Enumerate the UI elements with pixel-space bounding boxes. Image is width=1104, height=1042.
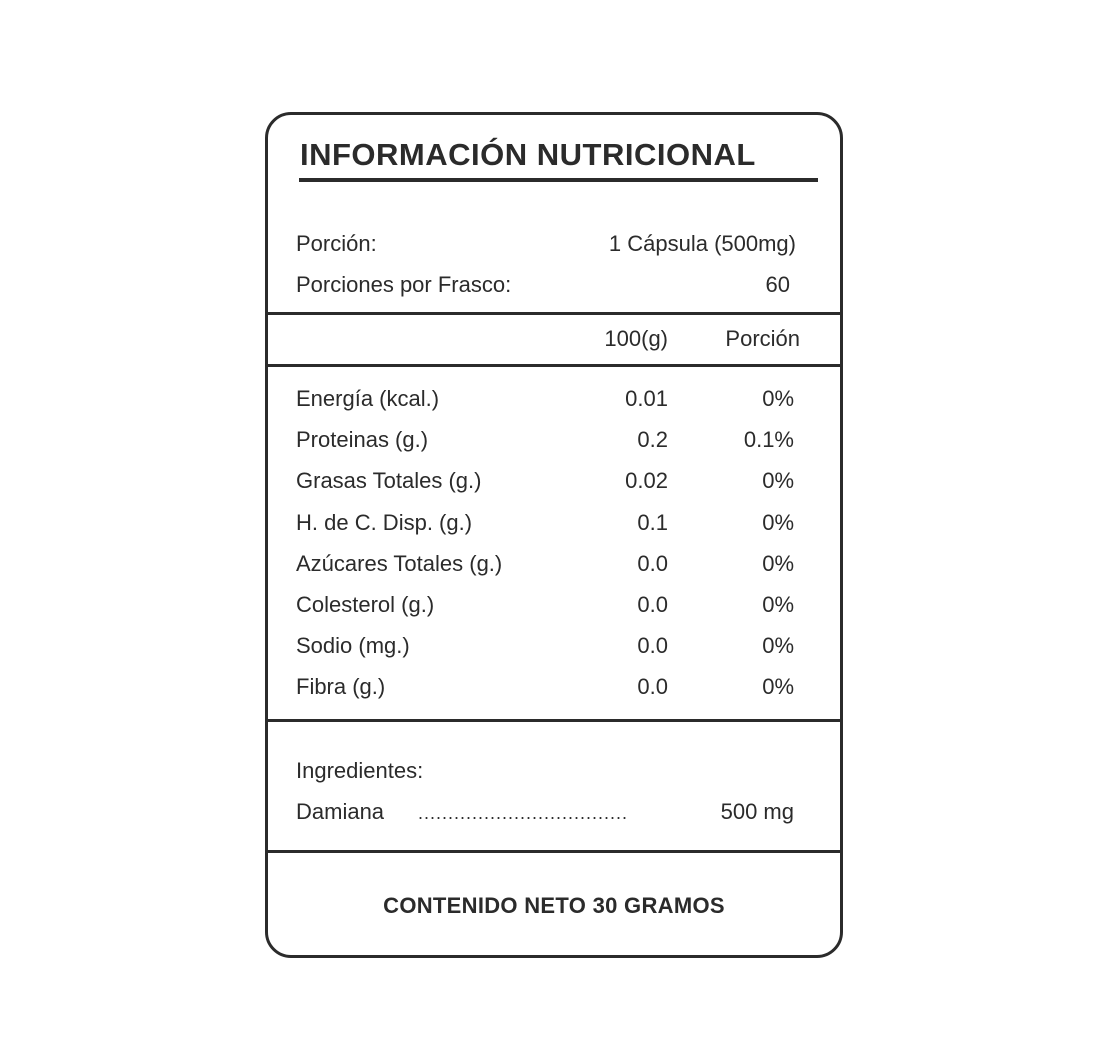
nutrient-per100-value: 0.0: [637, 674, 668, 700]
ingredient-leader-dots: ...................................: [418, 803, 629, 823]
column-header-per100: 100(g): [604, 326, 668, 351]
nutrient-portion-value: 0%: [762, 550, 794, 576]
nutrient-per100-value: 0.01: [625, 386, 668, 411]
nutrient-row: [268, 630, 840, 662]
nutrient-portion-value: 0%: [762, 386, 794, 411]
nutrient-row: [268, 671, 840, 703]
nutrient-portion-value: 0%: [762, 468, 794, 494]
serving-size-row: [268, 228, 840, 260]
nutrient-name: Sodio (mg.): [296, 633, 410, 659]
label-title: INFORMACIÓN NUTRICIONAL: [300, 137, 756, 172]
ingredients-heading: Ingredientes:: [296, 758, 424, 783]
nutrient-name: Colesterol (g.): [296, 592, 435, 617]
nutrient-portion-value: 0%: [762, 633, 794, 659]
nutrient-name: Grasas Totales (g.): [296, 468, 482, 494]
title-underline: [299, 178, 818, 182]
net-content: CONTENIDO NETO 30 GRAMOS: [383, 893, 725, 918]
ingredient-row: [268, 796, 840, 828]
divider: [268, 719, 840, 722]
column-header-row: [268, 323, 840, 355]
ingredient-amount: 500 mg: [720, 799, 794, 824]
nutrient-name: Azúcares Totales (g.): [296, 550, 503, 576]
nutrient-per100-value: 0.2: [637, 427, 668, 453]
nutrient-row: [268, 507, 840, 539]
serving-size-value: 1 Cápsula (500mg): [608, 231, 796, 256]
nutrition-label: [265, 112, 843, 958]
column-header-portion: Porción: [725, 326, 800, 351]
nutrient-per100-value: 0.0: [637, 550, 668, 576]
nutrient-per100-value: 0.1: [637, 509, 668, 535]
serving-size-label: Porción:: [296, 231, 377, 256]
nutrient-row: [268, 548, 840, 580]
ingredient-name: Damiana: [296, 799, 385, 824]
nutrient-per100-value: 0.0: [637, 592, 668, 617]
servings-per-container-value: 60: [765, 272, 790, 297]
nutrient-per100-value: 0.02: [625, 468, 668, 494]
nutrient-name: H. de C. Disp. (g.): [296, 509, 473, 535]
nutrient-name: Fibra (g.): [296, 674, 386, 700]
servings-per-container-label: Porciones por Frasco:: [296, 272, 512, 297]
nutrient-per100-value: 0.0: [637, 633, 668, 659]
nutrient-row: [268, 589, 840, 621]
nutrient-portion-value: 0.1%: [743, 427, 794, 453]
nutrient-portion-value: 0%: [762, 509, 794, 535]
divider: [268, 364, 840, 367]
divider: [265, 850, 843, 853]
nutrient-name: Energía (kcal.): [296, 386, 440, 411]
nutrient-portion-value: 0%: [762, 592, 794, 617]
nutrient-name: Proteinas (g.): [296, 427, 429, 453]
ingredients-heading-row: [268, 755, 840, 787]
nutrient-row: [268, 424, 840, 456]
nutrient-row: [268, 465, 840, 497]
divider: [268, 312, 840, 315]
servings-per-container-row: [268, 269, 840, 301]
nutrient-portion-value: 0%: [762, 674, 794, 700]
nutrient-row: [268, 383, 840, 415]
